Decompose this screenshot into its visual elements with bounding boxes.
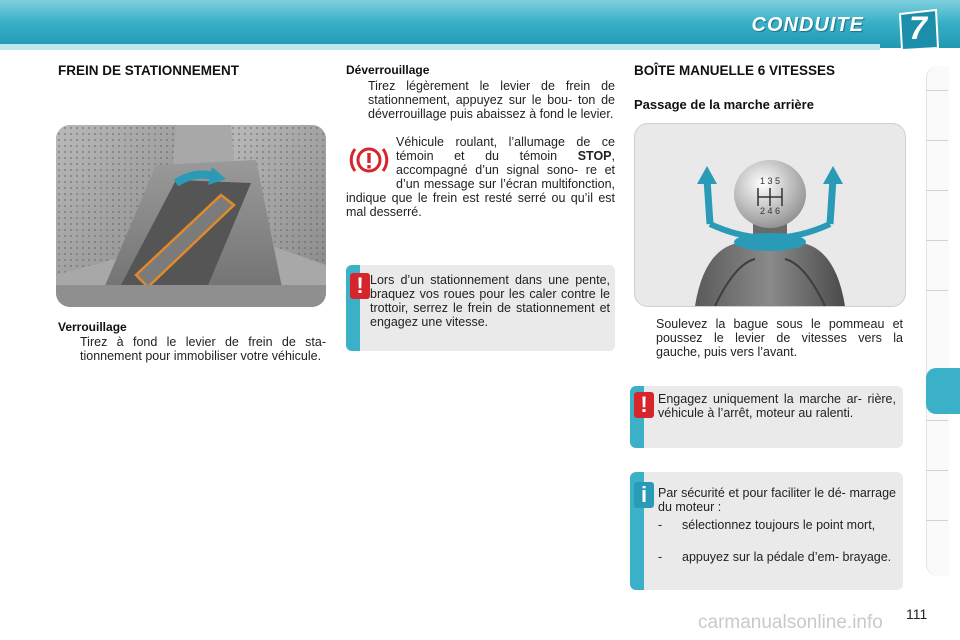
side-tab-4[interactable]: [926, 240, 948, 287]
warning-light-text-end: , accompagné d’un signal sono- re et d’un message sur l’écran multifonction, indique que le frein est resté serré ou qu’il est mal desserré.: [346, 149, 615, 219]
engine-start-info-note: [630, 472, 903, 590]
lock-instruction: Tirez à fond le levier de frein de sta- tionnement pour immobiliser votre véhicule.: [80, 335, 326, 363]
info-item-neutral: sélectionnez toujours le point mort,: [682, 518, 876, 532]
stop-label: STOP: [577, 149, 612, 163]
side-tab-8[interactable]: [926, 420, 948, 467]
side-tab-7-active[interactable]: [926, 368, 960, 414]
reverse-gear-instruction: Soulevez la bague sous le pommeau et poussez le levier de vitesses vers la gauche, puis vers l’avant.: [656, 317, 903, 359]
side-tab-2[interactable]: [926, 140, 948, 187]
side-tab-10[interactable]: [926, 520, 948, 567]
warning-icon: !: [634, 392, 654, 418]
header-bar-shadow: [0, 44, 880, 50]
page-number: 111: [906, 606, 928, 622]
info-icon: i: [634, 482, 654, 508]
warning-light-text: Véhicule roulant, l’allumage de ce témoin et du témoin: [396, 135, 615, 163]
chapter-number: 7: [909, 10, 927, 46]
reverse-gear-warning-text: Engagez uniquement la marche ar- rière, véhicule à l’arrêt, moteur au ralenti.: [658, 392, 896, 420]
engine-start-info-intro: Par sécurité et pour faciliter le dé- marrage du moteur :: [658, 486, 896, 514]
warning-light-text-block: [346, 135, 615, 219]
slope-parking-note: [346, 265, 615, 351]
gearbox-title: BOÎTE MANUELLE 6 VITESSES: [634, 63, 836, 78]
chapter-title: CONDUITE: [751, 14, 864, 36]
parking-brake-photo: [56, 125, 326, 307]
side-tab-1[interactable]: [926, 90, 948, 137]
slope-parking-note-text: Lors d’un stationnement dans une pente, braquez vos roues pour les caler contre le trottoir, serrez le frein de stationnement et engagez une vitesse.: [370, 273, 610, 329]
warning-icon: !: [350, 273, 370, 299]
side-tab-5[interactable]: [926, 290, 948, 337]
side-tab-9[interactable]: [926, 470, 948, 517]
reverse-gear-subtitle: Passage de la marche arrière: [634, 97, 814, 112]
gear-lever-photo: [634, 123, 906, 307]
reverse-gear-warning-note: [630, 386, 903, 448]
lock-heading: Verrouillage: [58, 320, 127, 334]
watermark: carmanualsonline.info: [698, 612, 883, 633]
info-item-dash: -: [658, 518, 663, 532]
unlock-heading: Déverrouillage: [346, 63, 430, 77]
info-item-dash: -: [658, 550, 663, 564]
parking-brake-title: FREIN DE STATIONNEMENT: [58, 63, 239, 78]
gear-label-bottom: 2 4 6: [759, 206, 781, 216]
info-item-clutch: appuyez sur la pédale d’em- brayage.: [682, 550, 892, 564]
gear-label-top: 1 3 5: [759, 176, 781, 186]
side-tab-3[interactable]: [926, 190, 948, 237]
unlock-instruction: Tirez légèrement le levier de frein de stationnement, appuyez sur le bou- ton de déverrouillage puis abaissez à fond le levier.: [368, 79, 615, 121]
